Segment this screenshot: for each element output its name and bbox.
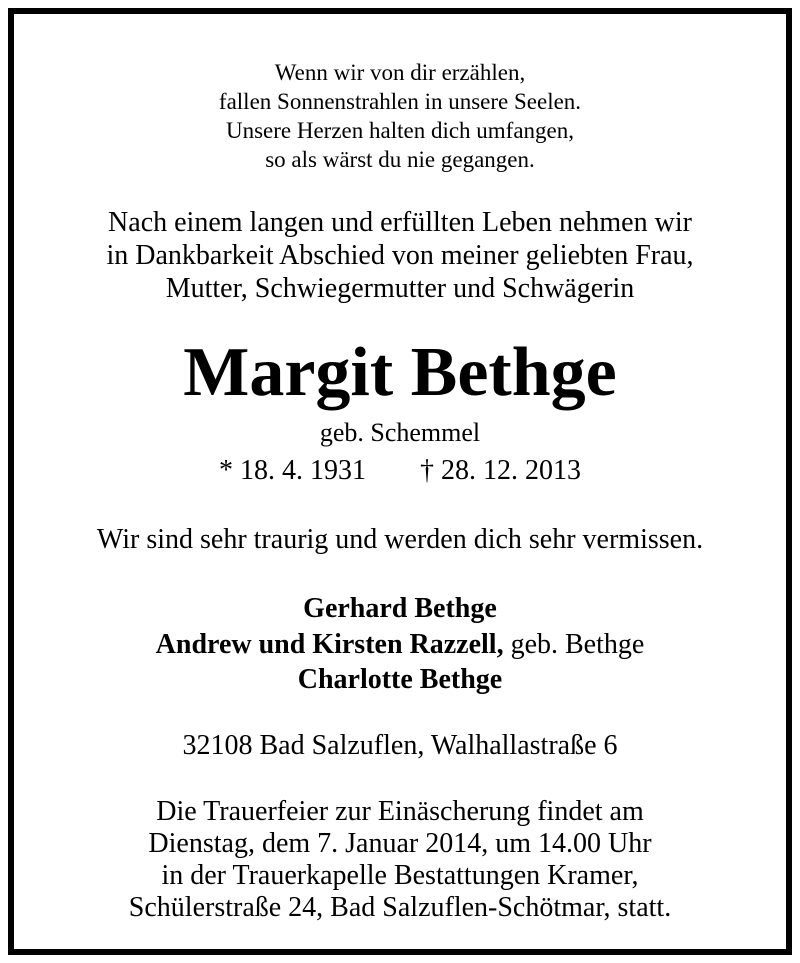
funeral-line: Dienstag, dem 7. Januar 2014, um 14.00 Uhr	[148, 828, 652, 859]
mourner-maiden-note: geb. Bethge	[510, 629, 645, 660]
address: 32108 Bad Salzuflen, Walhallastraße 6	[182, 730, 618, 761]
funeral-line: Schülerstraße 24, Bad Salzuflen-Schötmar, statt.	[128, 892, 672, 923]
intro-line: Nach einem langen und erfüllten Leben nehmen wir	[108, 207, 692, 238]
mourner-name	[0, 629, 800, 661]
intro-line: in Dankbarkeit Abschied von meiner geliebten Frau,	[106, 240, 694, 271]
mourner-names: Andrew und Kirsten Razzell,	[155, 629, 504, 660]
maiden-name: geb. Schemmel	[319, 418, 481, 447]
poem-line: Wenn wir von dir erzählen,	[274, 60, 526, 85]
poem-line: so als wärst du nie gegangen.	[265, 147, 535, 172]
funeral-line: in der Trauerkapelle Bestattungen Kramer,	[161, 860, 639, 891]
sorrow-line: Wir sind sehr traurig und werden dich sehr vermissen.	[96, 524, 704, 555]
death-date: † 28. 12. 2013	[420, 455, 581, 486]
intro-line: Mutter, Schwiegermutter und Schwägerin	[165, 273, 635, 304]
poem-line: Unsere Herzen halten dich umfangen,	[225, 118, 575, 143]
mourner-name: Gerhard Bethge	[303, 593, 497, 624]
poem-line: fallen Sonnenstrahlen in unsere Seelen.	[218, 89, 582, 114]
deceased-name: Margit Bethge	[183, 334, 617, 411]
life-dates	[0, 455, 800, 487]
funeral-line: Die Trauerfeier zur Einäscherung findet am	[156, 796, 644, 827]
birth-date: * 18. 4. 1931	[219, 455, 366, 486]
mourner-name: Charlotte Bethge	[297, 664, 503, 695]
